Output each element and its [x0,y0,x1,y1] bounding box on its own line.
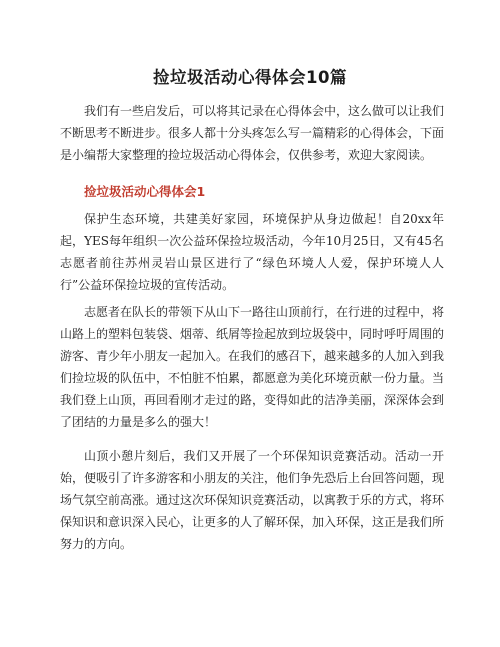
body-paragraph-1: 保护生态环境，共建美好家园，环境保护从身边做起！自20xx年起，YES每年组织一次公益环保捡垃圾活动，今年10月25日，又有45名志愿者前往苏州灵岩山景区进行了“绿色环境人人爱，保护环境人人行”公益环保捡垃圾的宣传活动。 [60,212,444,292]
body-paragraph-2: 志愿者在队长的带领下从山下一路往山顶前行，在行进的过程中，将山路上的塑料包装袋、烟蒂、纸屑等捡起放到垃圾袋中，同时呼吁周围的游客、青少年小朋友一起加入。在我们的感召下，越来越多的人加入到我们捡垃圾的队伍中，不怕脏不怕累，都愿意为美化环境贡献一份力量。当我们登上山顶，再回看刚才走过的路，变得如此的洁净美丽，深深体会到了团结的力量是多么的强大！ [60,305,445,429]
intro-paragraph: 我们有一些启发后，可以将其记录在心得体会中，这么做可以让我们不断思考不断进步。很多人都十分头疼怎么写一篇精彩的心得体会，下面是小编帮大家整理的捡垃圾活动心得体会，仅供参考，欢迎大家阅读。 [60,104,445,162]
section-heading: 捡垃圾活动心得体会1 [84,184,206,199]
document-title: 捡垃圾活动心得体会10篇 [153,68,347,87]
body-paragraph-3: 山顶小憩片刻后，我们又开展了一个环保知识竞赛活动。活动一开始，便吸引了许多游客和小朋友的关注，他们争先恐后上台回答问题，现场气氛空前高涨。通过这次环保知识竞赛活动，以寓教于乐的方式，将环保知识和意识深入民心，让更多的人了解环保，加入环保，这正是我们所努力的方向。 [60,449,445,551]
